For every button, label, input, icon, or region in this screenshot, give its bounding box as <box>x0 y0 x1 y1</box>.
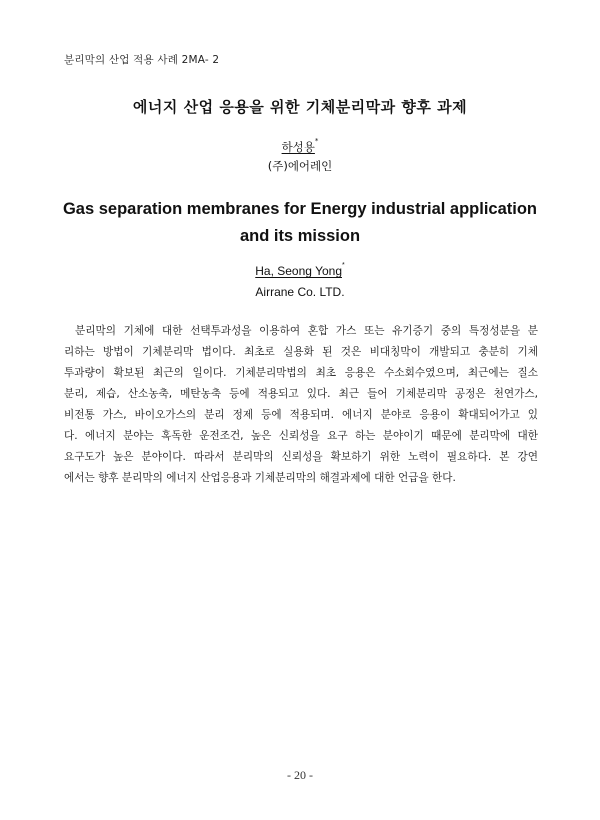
abstract-line: 분리, 제습, 산소농축, 메탄농축 등에 적용되고 있다. 최근 들어 기체분리막 공정은 천연가스, <box>64 388 538 400</box>
korean-affiliation: (주)에어레인 <box>267 159 333 173</box>
abstract-line: 투과량이 확보된 최근의 일이다. 기체분리막법의 최초 응용은 수소회수였으며, 최근에는 질소 <box>64 367 538 379</box>
page-number: - 20 - <box>287 768 313 782</box>
english-author-line <box>0 264 600 278</box>
abstract-line: 분리막의 기체에 대한 선택투과성을 이용하여 혼합 가스 또는 유기증기 중의 특정성분을 분 <box>75 325 538 337</box>
abstract-line: 요구도가 높은 분야이다. 따라서 분리막의 신뢰성을 확보하기 위한 노력이 필요하다. 본 강연 <box>64 451 538 463</box>
abstract-line: 리하는 방법이 기체분리막 법이다. 최초로 실용화 된 것은 비대칭막이 개발되고 충분히 기체 <box>64 346 538 358</box>
english-affiliation: Airrane Co. LTD. <box>255 285 345 299</box>
abstract-body <box>64 321 538 489</box>
korean-author-mark: * <box>314 137 319 145</box>
abstract-line: 에서는 향후 분리막의 에너지 산업응용과 기체분리막의 해결과제에 대한 언급을 한다. <box>64 472 456 484</box>
korean-title: 에너지 산업 응용을 위한 기체분리막과 향후 과제 <box>132 98 468 116</box>
session-header: 분리막의 산업 적용 사례 2MA- 2 <box>64 54 220 66</box>
english-title <box>0 196 600 250</box>
english-title-line-2: and its mission <box>239 227 361 245</box>
korean-author-name: 하성용 <box>281 140 315 154</box>
abstract-line: 비전통 가스, 바이오가스의 분리 정제 등에 적용되며. 에너지 분야로 응용이 확대되어가고 있 <box>64 409 538 421</box>
english-author-mark: * <box>342 262 345 269</box>
abstract-line: 다. 에너지 분야는 혹독한 운전조건, 높은 신뢰성을 요구 하는 분야이기 때문에 분리막에 대한 <box>64 430 538 442</box>
english-author-name: Ha, Seong Yong <box>255 264 342 278</box>
english-title-line-1: Gas separation membranes for Energy industrial application <box>62 200 538 218</box>
korean-author-line <box>0 139 600 155</box>
